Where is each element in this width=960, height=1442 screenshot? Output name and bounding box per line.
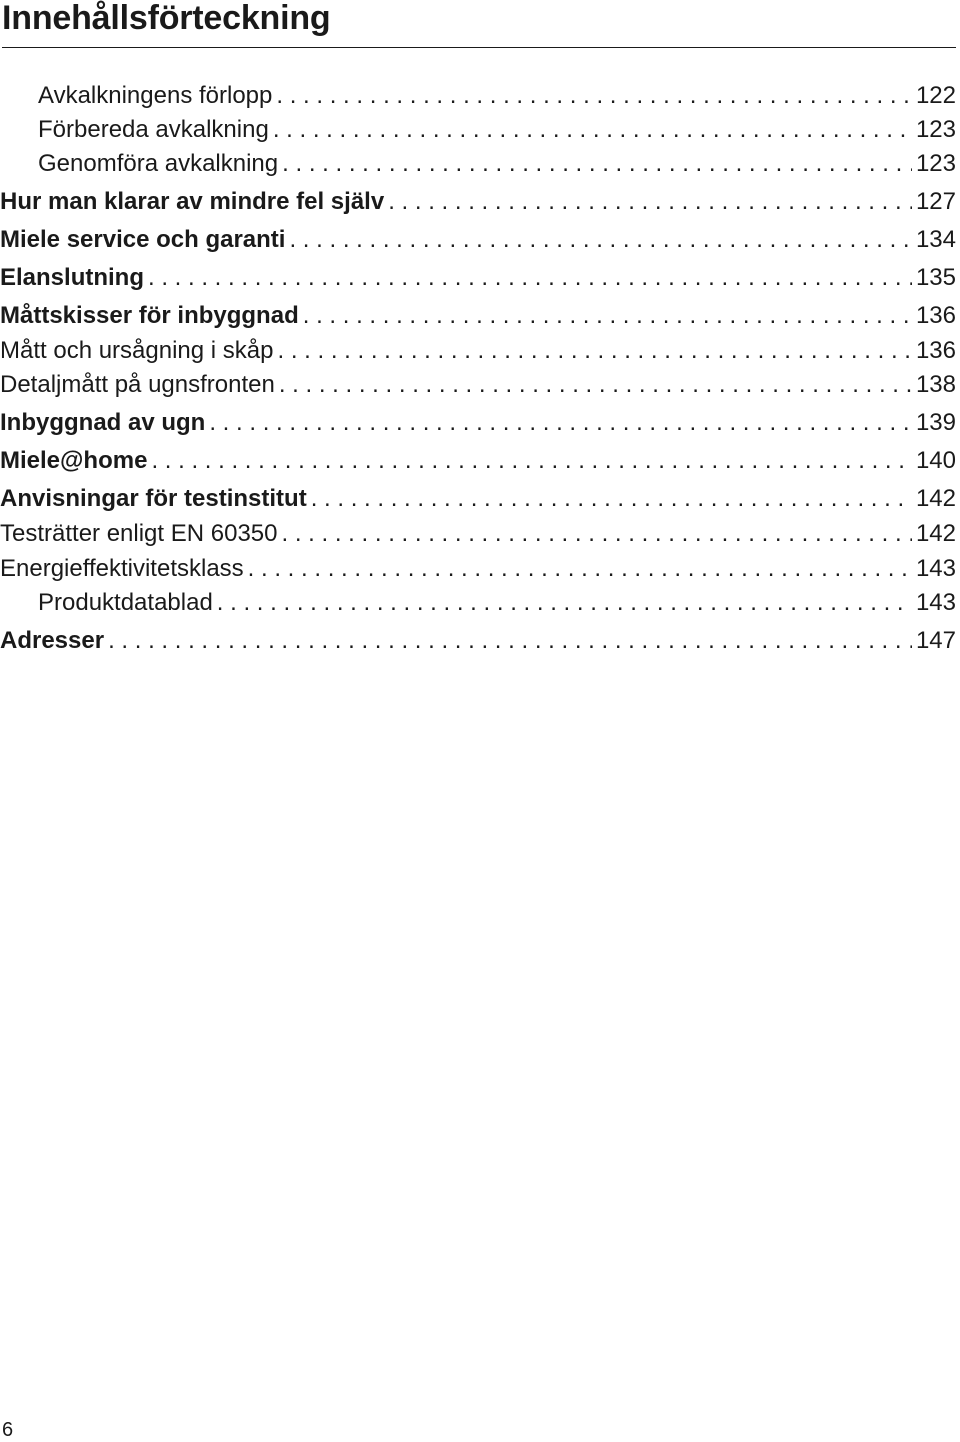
toc-dot-leader bbox=[217, 587, 912, 619]
toc-dot-leader bbox=[276, 80, 912, 112]
toc-entry-title: Adresser bbox=[0, 627, 105, 654]
toc-entry-title: Hur man klarar av mindre fel själv bbox=[0, 188, 385, 215]
toc-entry-page: 123 bbox=[915, 116, 956, 143]
toc-entry[interactable] bbox=[0, 369, 956, 401]
toc-dot-leader bbox=[311, 483, 912, 515]
toc-entry-title: Detaljmått på ugnsfronten bbox=[0, 371, 275, 398]
toc-dot-leader bbox=[248, 553, 912, 585]
toc-entry-title: Testrätter enligt EN 60350 bbox=[0, 520, 278, 547]
toc-entry[interactable] bbox=[0, 553, 956, 585]
toc-entry-page: 134 bbox=[915, 226, 956, 253]
toc-dot-leader bbox=[277, 335, 911, 367]
toc-entry-page: 136 bbox=[915, 302, 956, 329]
toc-entry-title: Avkalkningens förlopp bbox=[38, 82, 273, 109]
toc-dot-leader bbox=[282, 148, 912, 180]
toc-entry-title: Energieffektivitetsklass bbox=[0, 555, 244, 582]
page-number: 6 bbox=[2, 1419, 14, 1441]
toc-dot-leader bbox=[148, 262, 912, 294]
toc-dot-leader bbox=[209, 407, 912, 439]
toc-entry-page: 139 bbox=[915, 409, 956, 436]
toc-entry[interactable] bbox=[0, 114, 956, 146]
toc-entry-page: 135 bbox=[915, 264, 956, 291]
toc-entry-title: Måttskisser för inbyggnad bbox=[0, 302, 299, 329]
toc-entry-page: 143 bbox=[915, 555, 956, 582]
toc-entry[interactable] bbox=[0, 300, 956, 332]
toc-entry-title: Elanslutning bbox=[0, 264, 144, 291]
toc-entry-title: Mått och ursågning i skåp bbox=[0, 337, 274, 364]
toc-entry-page: 147 bbox=[915, 627, 956, 654]
toc-entry[interactable] bbox=[0, 445, 956, 477]
toc-entry[interactable] bbox=[0, 80, 956, 112]
toc-entry-title: Inbyggnad av ugn bbox=[0, 409, 206, 436]
toc-entry-page: 143 bbox=[915, 589, 956, 616]
toc-dot-leader bbox=[282, 518, 912, 550]
toc-dot-leader bbox=[289, 224, 911, 256]
toc-dot-leader bbox=[273, 114, 912, 146]
toc-entry[interactable] bbox=[0, 483, 956, 515]
toc-entry[interactable] bbox=[0, 587, 956, 619]
toc-entry-page: 123 bbox=[915, 150, 956, 177]
toc-entry[interactable] bbox=[0, 335, 956, 367]
toc-dot-leader bbox=[303, 300, 912, 332]
toc-entry-title: Genomföra avkalkning bbox=[38, 150, 279, 177]
toc-entry-page: 140 bbox=[915, 447, 956, 474]
toc-entry-title: Miele service och garanti bbox=[0, 226, 286, 253]
toc-entry-page: 138 bbox=[915, 371, 956, 398]
toc-entry[interactable] bbox=[0, 224, 956, 256]
toc-entry-title: Förbereda avkalkning bbox=[38, 116, 269, 143]
toc-entry-page: 142 bbox=[915, 485, 956, 512]
toc-entry[interactable] bbox=[0, 148, 956, 180]
toc-dot-leader bbox=[279, 369, 912, 401]
title-divider bbox=[2, 47, 956, 48]
toc-entry[interactable] bbox=[0, 186, 956, 218]
toc-entry[interactable] bbox=[0, 407, 956, 439]
toc-entry-page: 122 bbox=[915, 82, 956, 109]
page-title: Innehållsförteckning bbox=[2, 0, 331, 37]
toc-entry-page: 142 bbox=[915, 520, 956, 547]
toc-entry[interactable] bbox=[0, 262, 956, 294]
toc-entry-page: 136 bbox=[915, 337, 956, 364]
toc-entry[interactable] bbox=[0, 518, 956, 550]
toc-entry[interactable] bbox=[0, 625, 956, 657]
toc-entry-page: 127 bbox=[915, 188, 956, 215]
toc-dot-leader bbox=[388, 186, 912, 218]
toc-entry-title: Miele@home bbox=[0, 447, 148, 474]
toc-dot-leader bbox=[108, 625, 912, 657]
toc-entry-title: Produktdatablad bbox=[38, 589, 213, 616]
toc-dot-leader bbox=[151, 445, 912, 477]
toc-entry-title: Anvisningar för testinstitut bbox=[0, 485, 307, 512]
